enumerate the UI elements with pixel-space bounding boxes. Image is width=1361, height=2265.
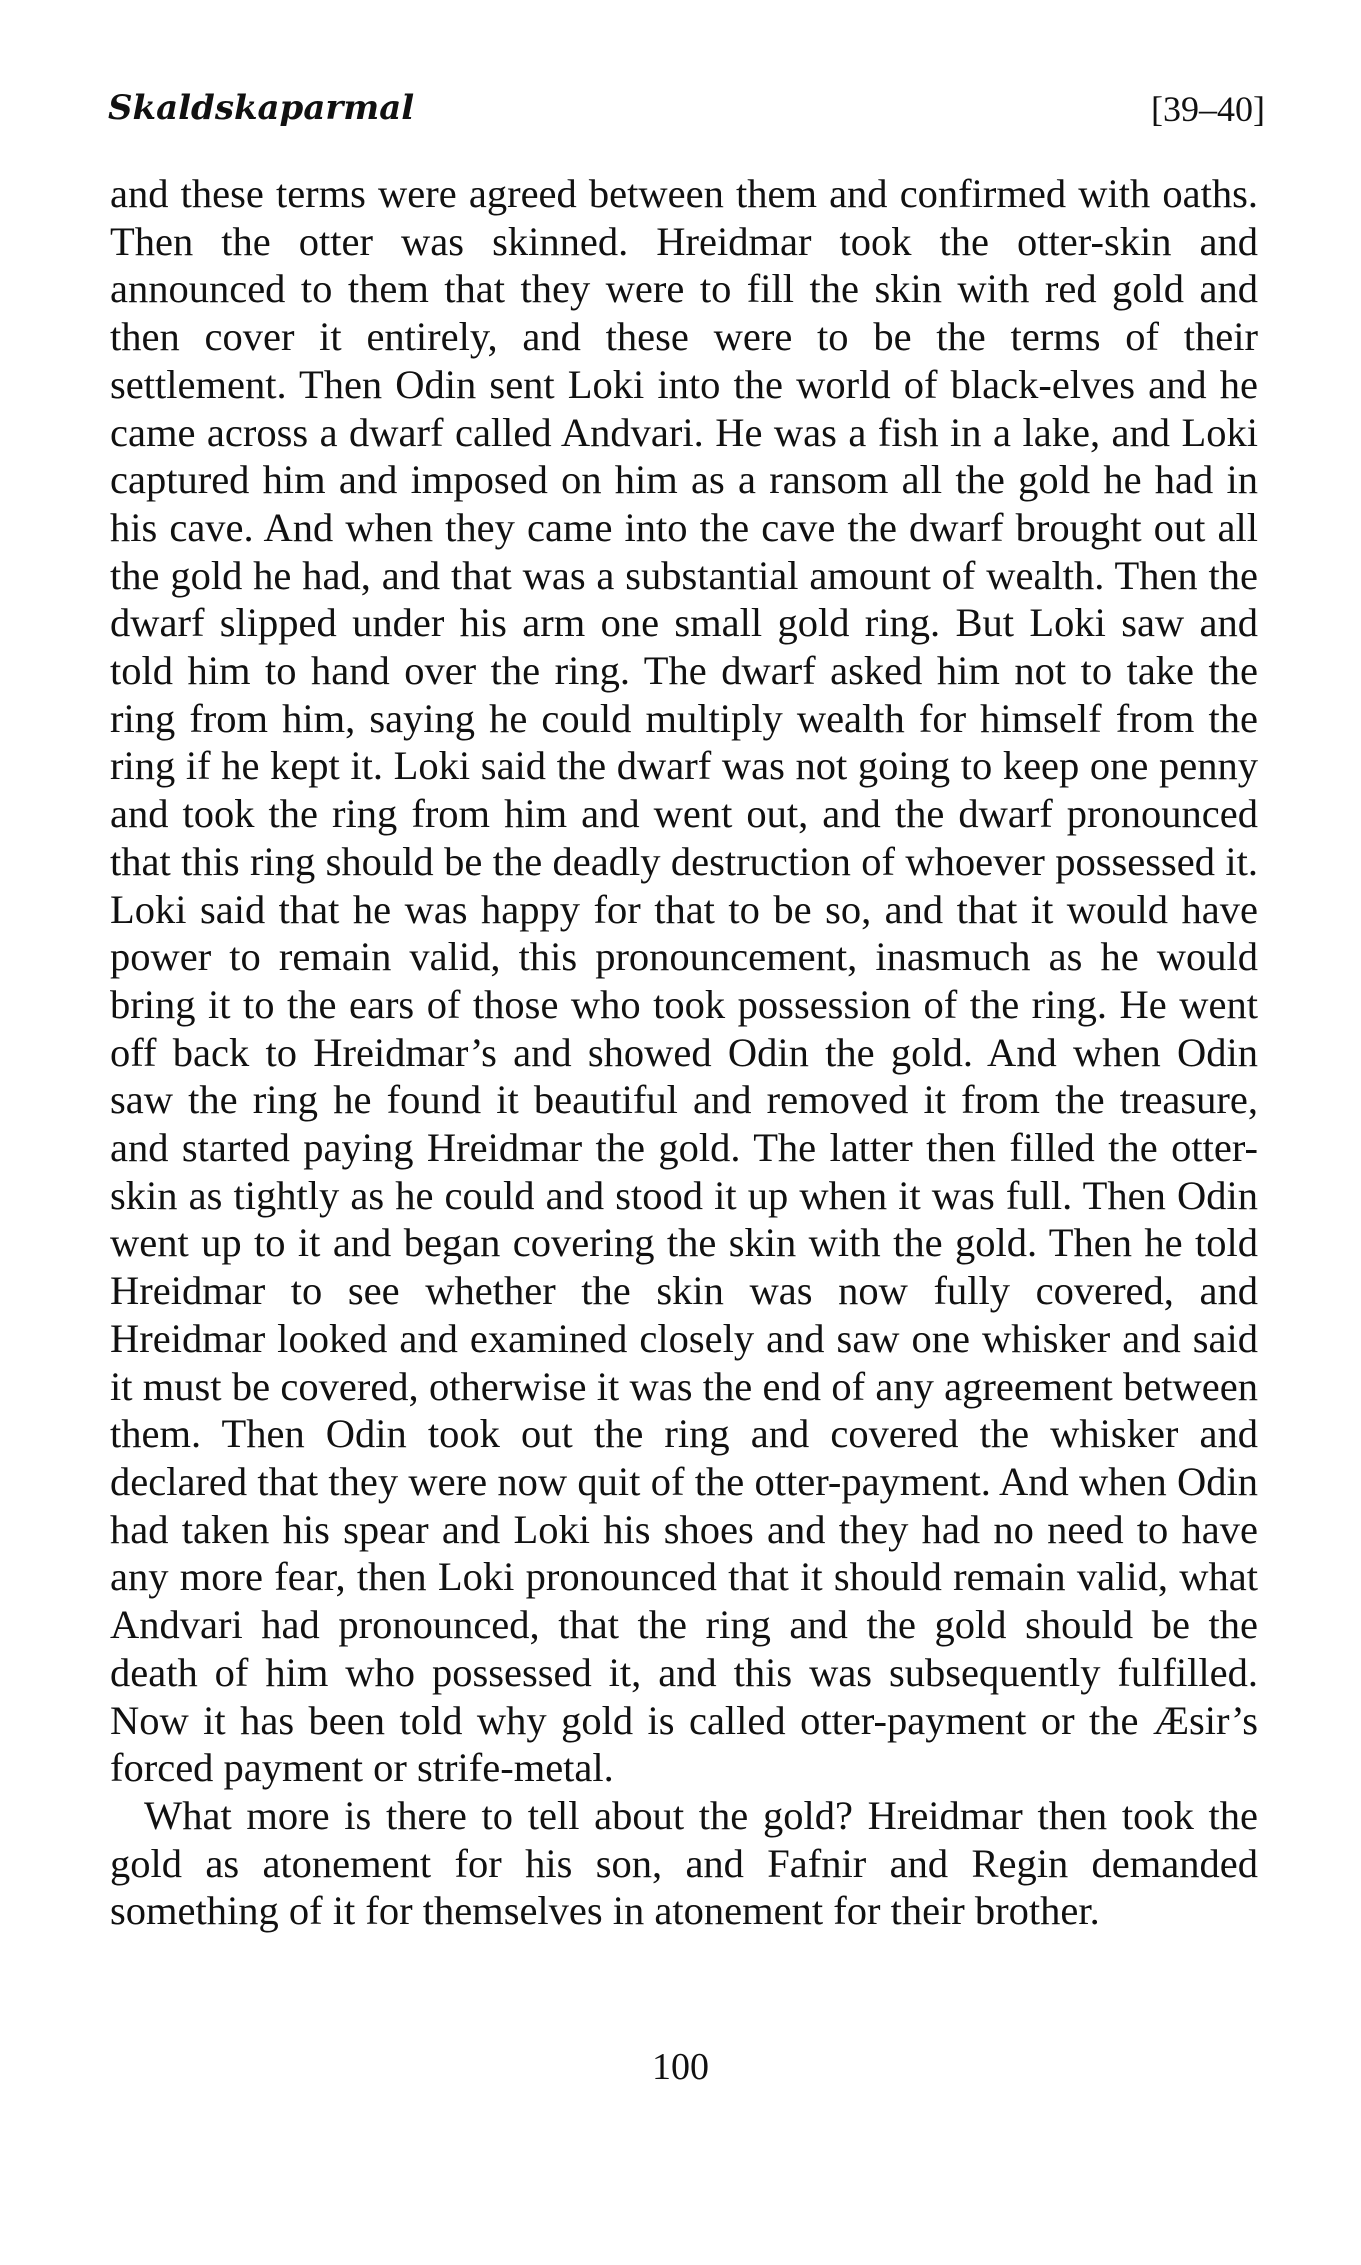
body-text: [110, 170, 1258, 1935]
running-title: Skaldskaparmal: [108, 88, 415, 128]
running-header: [108, 88, 1265, 138]
paragraph: and these terms were agreed between them and confirmed with oaths. Then the otter was skinned. Hreidmar took the otter-skin and announced to them that they were to fill the skin with red gold and then cover it entirely, and these were to be the terms of their settlement. Then Odin sent Loki into the world of black-elves and he came across a dwarf called Andvari. He was a fish in a lake, and Loki captured him and imposed on him as a ransom all the gold he had in his cave. And when they came into the cave the dwarf brought out all the gold he had, and that was a substantial amount of wealth. Then the dwarf slipped under his arm one small gold ring. But Loki saw and told him to hand over the ring. The dwarf asked him not to take the ring from him, saying he could multiply wealth for himself from the ring if he kept it. Loki said the dwarf was not going to keep one penny and took the ring from him and went out, and the dwarf pronounced that this ring should be the deadly destruction of whoever possessed it. Loki said that he was happy for that to be so, and that it would have power to remain valid, this pronouncement, inasmuch as he would bring it to the ears of those who took possession of the ring. He went off back to Hreidmar’s and showed Odin the gold. And when Odin saw the ring he found it beautiful and removed it from the treasure, and started paying Hreidmar the gold. The latter then filled the otter-skin as tightly as he could and stood it up when it was full. Then Odin went up to it and began covering the skin with the gold. Then he told Hreidmar to see whether the skin was now fully covered, and Hreidmar looked and examined closely and saw one whisker and said it must be covered, otherwise it was the end of any agreement between them. Then Odin took out the ring and covered the whisker and declared that they were now quit of the otter-payment. And when Odin had taken his spear and Loki his shoes and they had no need to have any more fear, then Loki pronounced that it should remain valid, what Andvari had pronounced, that the ring and the gold should be the death of him who possessed it, and this was subsequently fulfilled. Now it has been told why gold is called otter-payment or the Æsir’s forced payment or strife-metal.: [110, 171, 1258, 1791]
section-page-range: [39–40]: [1151, 89, 1265, 129]
page-number: 100: [652, 2046, 709, 2088]
paragraph: What more is there to tell about the gold? Hreidmar then took the gold as atonement for his son, and Fafnir and Regin demanded something of it for themselves in atonement for their brother.: [110, 1792, 1258, 1934]
